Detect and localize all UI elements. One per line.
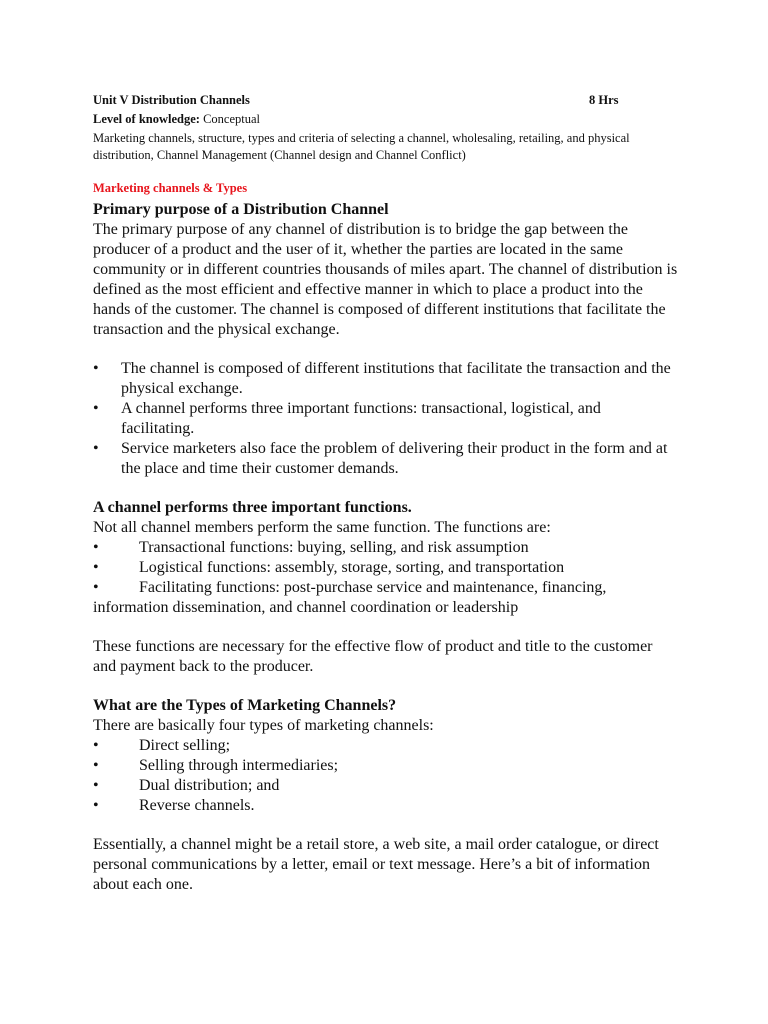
bullet-icon: • <box>93 360 99 377</box>
types-intro: There are basically four types of marketing channels: <box>93 717 434 734</box>
functions-closing: These functions are necessary for the effective flow of product and title to the customer and payment back to the producer. <box>93 638 653 675</box>
syllabus-text: Marketing channels, structure, types and criteria of selecting a channel, wholesaling, retailing, and physical distribution, Channel Management (Channel design and Channel Conflict) <box>93 131 630 162</box>
functions-intro: Not all channel members perform the same function. The functions are: <box>93 519 551 536</box>
list-item: • The channel is composed of different institutions that facilitate the transaction and the physical exchange. <box>93 360 671 397</box>
bullet-icon: • <box>93 797 99 814</box>
bullet-icon: • <box>93 777 99 794</box>
unit-hours: 8 Hrs <box>589 93 619 107</box>
types-heading: What are the Types of Marketing Channels? <box>93 697 397 714</box>
section-title: Marketing channels & Types <box>93 181 248 195</box>
functions-heading: A channel performs three important functions. <box>93 499 412 516</box>
functions-list <box>93 538 678 618</box>
knowledge-level <box>93 111 678 128</box>
primary-purpose-paragraph: The primary purpose of any channel of distribution is to bridge the gap between the producer of a product and the user of it, whether the parties are located in the same community or in different countries thousands of miles apart. The channel of distribution is defined as the most efficient and effective manner in which to place a product into the hands of the customer. The channel is composed of different institutions that facilitate the transaction and the physical exchange. <box>93 221 678 338</box>
list-item: • Selling through intermediaries; <box>93 757 339 774</box>
primary-purpose-heading: Primary purpose of a Distribution Channel <box>93 201 389 218</box>
primary-purpose-bullets <box>93 359 678 479</box>
unit-title: Unit V Distribution Channels <box>93 93 250 107</box>
list-item: • Logistical functions: assembly, storage, sorting, and transportation <box>93 559 565 576</box>
unit-header <box>93 92 678 109</box>
list-item: • Direct selling; <box>93 737 231 754</box>
bullet-icon: • <box>93 579 99 596</box>
list-item: • Facilitating functions: post-purchase service and maintenance, financing, information dissemination, and channel coordination or leadership <box>93 579 607 616</box>
knowledge-label: Level of knowledge: <box>93 112 200 126</box>
list-item: • Dual distribution; and <box>93 777 280 794</box>
bullet-icon: • <box>93 559 99 576</box>
bullet-icon: • <box>93 737 99 754</box>
bullet-icon: • <box>93 539 99 556</box>
bullet-icon: • <box>93 400 99 417</box>
document-page <box>93 92 678 895</box>
types-list <box>93 736 678 816</box>
knowledge-value: Conceptual <box>203 112 260 126</box>
types-closing: Essentially, a channel might be a retail store, a web site, a mail order catalogue, or direct personal communications by a letter, email or text message. Here’s a bit of information about each one. <box>93 836 659 893</box>
list-item: • Reverse channels. <box>93 797 255 814</box>
bullet-icon: • <box>93 757 99 774</box>
list-item: • Service marketers also face the problem of delivering their product in the form and at the place and time their customer demands. <box>93 440 668 477</box>
list-item: • Transactional functions: buying, selling, and risk assumption <box>93 539 529 556</box>
list-item: • A channel performs three important functions: transactional, logistical, and facilitating. <box>93 400 601 437</box>
bullet-icon: • <box>93 440 99 457</box>
